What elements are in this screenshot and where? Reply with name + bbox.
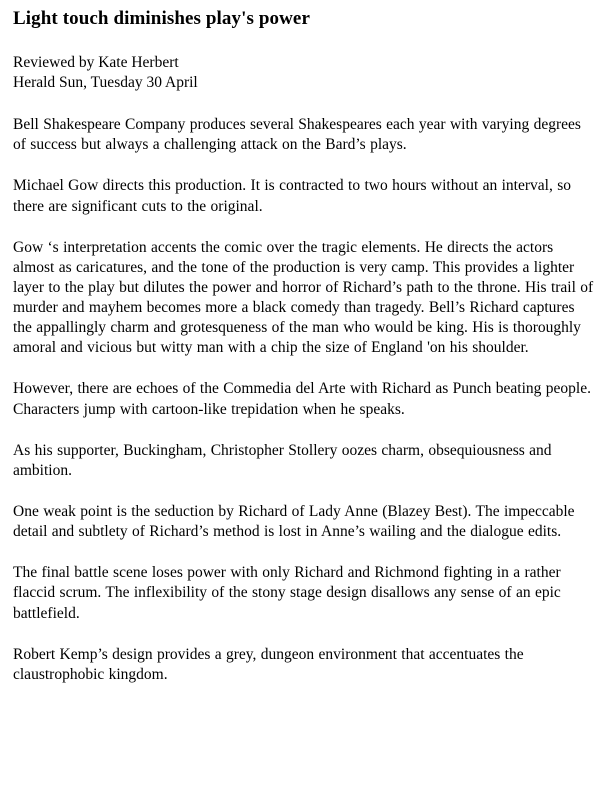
article-byline: Reviewed by Kate Herbert xyxy=(13,53,179,71)
paragraph: Robert Kemp’s design provides a grey, dungeon environment that accentuates the claustrophobic kingdom. xyxy=(13,645,524,683)
paragraph: However, there are echoes of the Commedia del Arte with Richard as Punch beating people. Characters jump with cartoon-like trepidation when he speaks. xyxy=(13,380,591,418)
article-body xyxy=(13,115,596,685)
paragraph: Michael Gow directs this production. It is contracted to two hours without an interval, so there are significant cuts to the original. xyxy=(13,177,571,215)
article-publication: Herald Sun, Tuesday 30 April xyxy=(13,73,198,91)
byline-block xyxy=(13,53,596,93)
paragraph: The final battle scene loses power with only Richard and Richmond fighting in a rather flaccid scrum. The inflexibility of the stony stage design disallows any sense of an epic battlefield. xyxy=(13,564,561,622)
paragraph: As his supporter, Buckingham, Christopher Stollery oozes charm, obsequiousness and ambition. xyxy=(13,441,552,479)
paragraph: One weak point is the seduction by Richard of Lady Anne (Blazey Best). The impeccable detail and subtlety of Richard’s method is lost in Anne’s wailing and the dialogue edits. xyxy=(13,503,575,541)
article-title: Light touch diminishes play's power xyxy=(13,8,310,29)
paragraph: Bell Shakespeare Company produces several Shakespeares each year with varying degrees of success but always a challenging attack on the Bard’s plays. xyxy=(13,116,581,154)
paragraph: Gow ‘s interpretation accents the comic over the tragic elements. He directs the actors almost as caricatures, and the tone of the production is very camp. This provides a lighter layer to the play but dilutes the power and horror of Richard’s path to the throne. His trail of murder and mayhem becomes more a black comedy than tragedy. Bell’s Richard captures the appallingly charm and grotesqueness of the man who would be king. His is thoroughly amoral and vicious but witty man with a chip the size of England 'on his shoulder. xyxy=(13,238,594,357)
